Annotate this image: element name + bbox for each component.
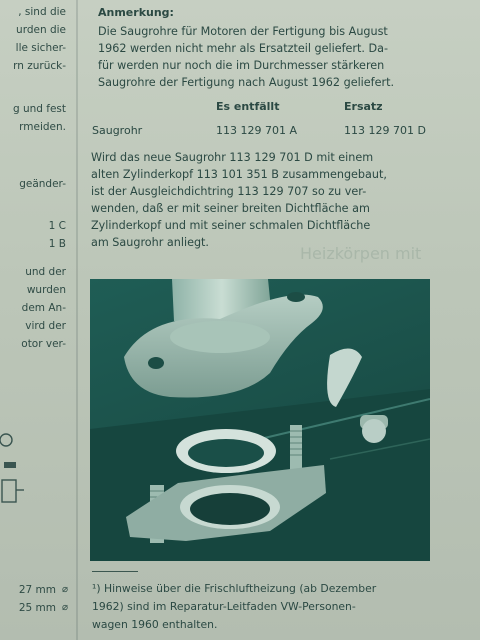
margin-fragment: vird der: [25, 320, 66, 332]
intake-manifold-photo: [90, 279, 430, 561]
table-header-replacement: Ersatz: [344, 100, 383, 113]
margin-fragment: geänder-: [19, 178, 66, 190]
paragraph-line: am Saugrohr anliegt.: [91, 236, 209, 249]
margin-dimension: 27 mm: [18, 584, 56, 596]
margin-fragment: lle sicher-: [15, 42, 66, 54]
note-line: für werden nur noch die im Durchmesser stärkeren: [98, 59, 385, 72]
margin-fragment: und der: [25, 266, 66, 278]
paragraph-line: Zylinderkopf und mit seiner schmalen Dichtfläche: [91, 219, 371, 232]
margin-fragment: g und fest: [12, 103, 66, 115]
paragraph-line: Wird das neue Saugrohr 113 129 701 D mit einem: [91, 151, 374, 164]
paragraph-line: alten Zylinderkopf 113 101 351 B zusammengebaut,: [91, 168, 387, 181]
page-gutter: [76, 0, 78, 640]
table-cell-replacement: 113 129 701 D: [344, 124, 426, 137]
margin-dimension: 25 mm: [18, 602, 56, 614]
margin-illustration: [0, 420, 30, 530]
margin-fragment: dem An-: [21, 302, 66, 314]
margin-fragment: rn zurück-: [13, 60, 66, 72]
bleed-through-text: Heizkörpen mit: [300, 244, 422, 263]
footnote-line: 1962) sind im Reparatur-Leitfaden VW-Personen-: [92, 600, 356, 613]
table-row-label: Saugrohr: [92, 124, 143, 137]
margin-fragment: rmeiden.: [19, 121, 66, 133]
diameter-symbol-icon: ⌀: [61, 602, 68, 613]
margin-fragment: urden die: [16, 24, 66, 36]
paragraph-line: ist der Ausgleichdichtring 113 129 707 so zu ver-: [91, 185, 367, 198]
margin-fragment: 1 B: [48, 238, 66, 250]
diameter-symbol-icon: ⌀: [61, 584, 68, 595]
margin-fragment: , sind die: [18, 6, 66, 18]
note-line: 1962 werden nicht mehr als Ersatzteil geliefert. Da-: [98, 42, 389, 55]
table-cell-removed: 113 129 701 A: [216, 124, 298, 137]
photo-illustration: [90, 279, 430, 561]
note-line: Die Saugrohre für Motoren der Fertigung bis August: [98, 25, 388, 38]
margin-fragment: wurden: [26, 284, 66, 296]
note-heading: Anmerkung:: [98, 6, 174, 19]
footnote-line: ¹) Hinweise über die Frischluftheizung (ab Dezember: [92, 582, 377, 595]
note-line: Saugrohre der Fertigung nach August 1962 geliefert.: [98, 76, 395, 89]
table-header-removed: Es entfällt: [216, 100, 280, 113]
margin-fragment: otor ver-: [21, 338, 66, 350]
margin-fragment: 1 C: [48, 220, 66, 232]
paragraph-line: wenden, daß er mit seiner breiten Dichtfläche am: [91, 202, 370, 215]
left-margin-column: [0, 0, 70, 640]
footnote-divider: [92, 571, 138, 572]
footnote-line: wagen 1960 enthalten.: [92, 618, 218, 631]
